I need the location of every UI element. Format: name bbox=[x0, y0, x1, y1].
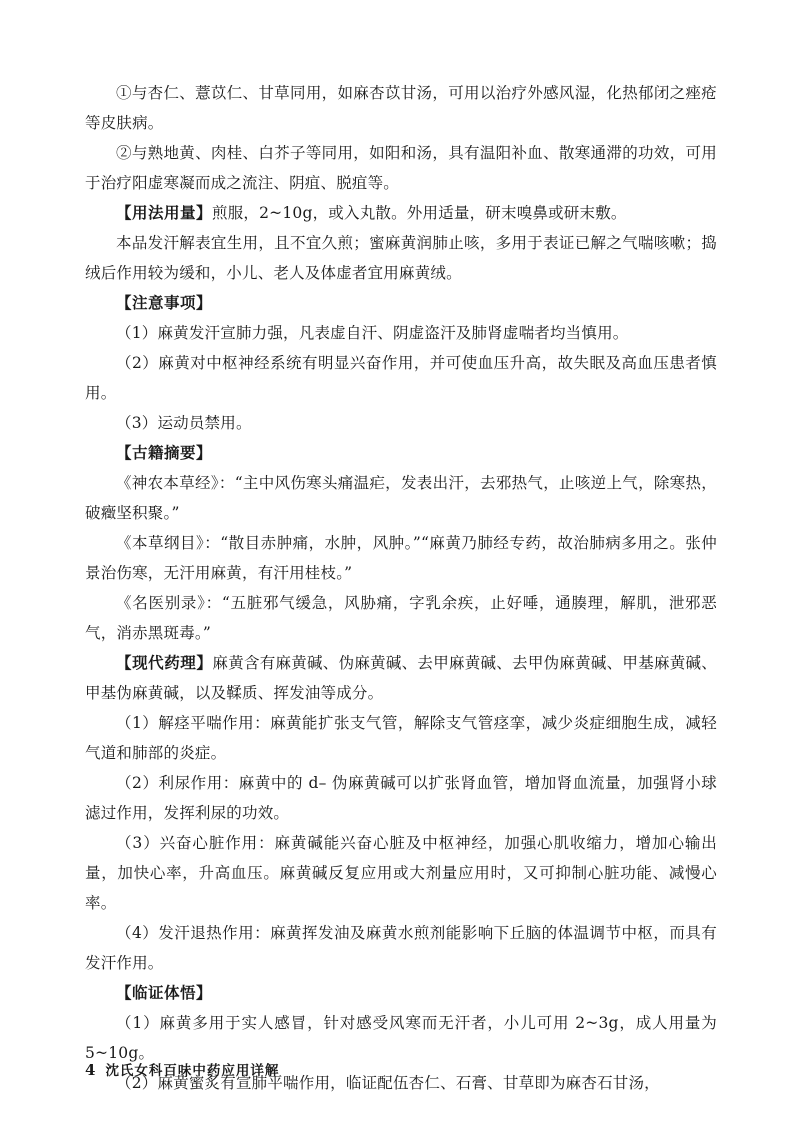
dosage-text: 煎服，2~10g，或入丸散。外用适量，研末嗅鼻或研末敷。 bbox=[212, 204, 627, 222]
page-footer bbox=[85, 1060, 279, 1081]
caution-item-3: （3）运动员禁用。 bbox=[116, 414, 252, 432]
section-heading-classics: 【古籍摘要】 bbox=[116, 444, 213, 462]
section-heading-pharmacology: 【现代药理】 bbox=[116, 654, 213, 672]
caution-item-1: （1）麻黄发汗宣肺力强，凡表虚自汗、阴虚盗汗及肺肾虚喘者均当慎用。 bbox=[116, 324, 629, 342]
paragraph-pharmacology bbox=[85, 648, 717, 708]
page-number: 4 bbox=[85, 1061, 96, 1079]
classic-quote-3: 《名医别录》：“五脏邪气缓急，风胁痛，字乳余疾，止好唾，通腠理，解肌，泄邪恶气，消赤黑斑毒。” bbox=[85, 594, 717, 642]
pharmacology-item-1: （1）解痉平喘作用：麻黄能扩张支气管，解除支气管痉挛，减少炎症细胞生成，减轻气道和肺部的炎症。 bbox=[85, 714, 717, 762]
pharmacology-text: 麻黄含有麻黄碱、伪麻黄碱、去甲麻黄碱、去甲伪麻黄碱、甲基麻黄碱、甲基伪麻黄碱，以及鞣质、挥发油等成分。 bbox=[85, 654, 717, 702]
clinical-item-1: （1）麻黄多用于实人感冒，针对感受风寒而无汗者，小儿可用 2~3g，成人用量为 5~10g。 bbox=[85, 1014, 717, 1062]
section-heading-clinical: 【临证体悟】 bbox=[116, 984, 213, 1002]
section-heading-cautions: 【注意事项】 bbox=[116, 294, 213, 312]
page-body bbox=[85, 78, 717, 1098]
pharmacology-item-3: （3）兴奋心脏作用：麻黄碱能兴奋心脏及中枢神经，加强心肌收缩力，增加心输出量，加快心率，升高血压。麻黄碱反复应用或大剂量应用时，又可抑制心脏功能、减慢心率。 bbox=[85, 834, 717, 912]
paragraph-usage-1: ①与杏仁、薏苡仁、甘草同用，如麻杏苡甘汤，可用以治疗外感风湿，化热郁闭之痤疮等皮肤病。 bbox=[85, 84, 717, 132]
caution-item-2: （2）麻黄对中枢神经系统有明显兴奋作用，并可使血压升高，故失眠及高血压患者慎用。 bbox=[85, 354, 717, 402]
clinical-item-2: （2）麻黄蜜炙有宣肺平喘作用，临证配伍杏仁、石膏、甘草即为麻杏石甘汤， bbox=[116, 1074, 660, 1092]
classic-quote-2: 《本草纲目》：“散目赤肿痛，水肿，风肿。”“麻黄乃肺经专药，故治肺病多用之。张仲景治伤寒，无汗用麻黄，有汗用桂枝。” bbox=[85, 534, 717, 582]
classic-quote-1: 《神农本草经》：“主中风伤寒头痛温疟，发表出汗，去邪热气，止咳逆上气，除寒热，破癥坚积聚。” bbox=[85, 474, 717, 522]
paragraph-usage-2: ②与熟地黄、肉桂、白芥子等同用，如阳和汤，具有温阳补血、散寒通滞的功效，可用于治疗阳虚寒凝而成之流注、阴疽、脱疽等。 bbox=[85, 144, 717, 192]
book-title: 沈氏女科百味中药应用详解 bbox=[105, 1063, 280, 1079]
paragraph-preparation-note: 本品发汗解表宜生用，且不宜久煎；蜜麻黄润肺止咳，多用于表证已解之气喘咳嗽；捣绒后作用较为缓和，小儿、老人及体虚者宜用麻黄绒。 bbox=[85, 234, 717, 282]
pharmacology-item-4: （4）发汗退热作用：麻黄挥发油及麻黄水煎剂能影响下丘脑的体温调节中枢，而具有发汗作用。 bbox=[85, 924, 717, 972]
section-heading-dosage: 【用法用量】 bbox=[116, 204, 213, 222]
pharmacology-item-2: （2）利尿作用：麻黄中的 d– 伪麻黄碱可以扩张肾血管，增加肾血流量，加强肾小球滤过作用，发挥利尿的功效。 bbox=[85, 774, 717, 822]
paragraph-dosage bbox=[85, 198, 717, 228]
